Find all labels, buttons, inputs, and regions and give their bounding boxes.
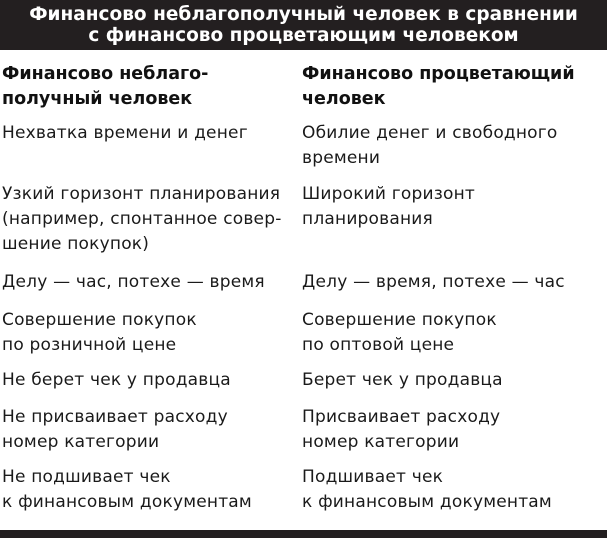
- right-cell-row-7: [302, 465, 552, 515]
- left-cell-line: Совершение покупок: [2, 310, 197, 330]
- table-title-line-1: Финансово неблагополучный человек в сравнении: [29, 4, 578, 25]
- right-header-line-2: человек: [302, 89, 386, 109]
- left-cell-row-6: [2, 405, 228, 455]
- right-cell-line: времени: [302, 148, 381, 168]
- right-cell-line: Подшивает чек: [302, 467, 444, 487]
- right-header-line-1: Финансово процветающий: [302, 64, 575, 84]
- left-cell-line: Делу — час, потехе — время: [2, 272, 265, 292]
- bottom-rule: [0, 530, 607, 538]
- left-cell-line: Не подшивает чек: [2, 467, 171, 487]
- right-cell-row-2: [302, 182, 475, 232]
- left-cell-row-4: [2, 308, 197, 358]
- left-cell-row-5: [2, 368, 231, 393]
- right-column-header: [302, 62, 575, 112]
- left-cell-line: номер категории: [2, 432, 160, 452]
- right-cell-line: Широкий горизонт: [302, 184, 476, 204]
- right-cell-line: планирования: [302, 209, 433, 229]
- table-title-line-2: с финансово процветающим человеком: [88, 25, 519, 46]
- right-cell-line: по оптовой цене: [302, 335, 455, 355]
- left-cell-line: Не берет чек у продавца: [2, 370, 231, 390]
- right-cell-line: к финансовым документам: [302, 492, 552, 512]
- left-cell-line: Не присваивает расходу: [2, 407, 228, 427]
- right-cell-line: Обилие денег и свободного: [302, 123, 558, 143]
- right-cell-row-5: [302, 368, 503, 393]
- table-title: [0, 0, 607, 50]
- left-cell-line: (например, спонтанное совер-: [2, 209, 282, 229]
- right-cell-line: Делу — время, потехе — час: [302, 272, 565, 292]
- left-header-line-1: Финансово неблаго-: [2, 64, 209, 84]
- right-cell-line: Берет чек у продавца: [302, 370, 503, 390]
- right-cell-row-4: [302, 308, 497, 358]
- right-cell-line: Совершение покупок: [302, 310, 497, 330]
- left-cell-row-2: [2, 182, 282, 257]
- left-cell-line: шение покупок): [2, 234, 150, 254]
- left-cell-row-3: [2, 270, 265, 295]
- right-cell-line: Присваивает расходу: [302, 407, 501, 427]
- left-cell-line: Узкий горизонт планирования: [2, 184, 281, 204]
- right-cell-row-3: [302, 270, 565, 295]
- left-header-line-2: получный человек: [2, 89, 193, 109]
- left-cell-line: к финансовым документам: [2, 492, 252, 512]
- left-cell-line: Нехватка времени и денег: [2, 123, 248, 143]
- right-cell-row-1: [302, 121, 558, 171]
- left-cell-row-1: [2, 121, 248, 146]
- right-cell-line: номер категории: [302, 432, 460, 452]
- left-cell-row-7: [2, 465, 252, 515]
- right-cell-row-6: [302, 405, 500, 455]
- left-column-header: [2, 62, 208, 112]
- left-cell-line: по розничной цене: [2, 335, 177, 355]
